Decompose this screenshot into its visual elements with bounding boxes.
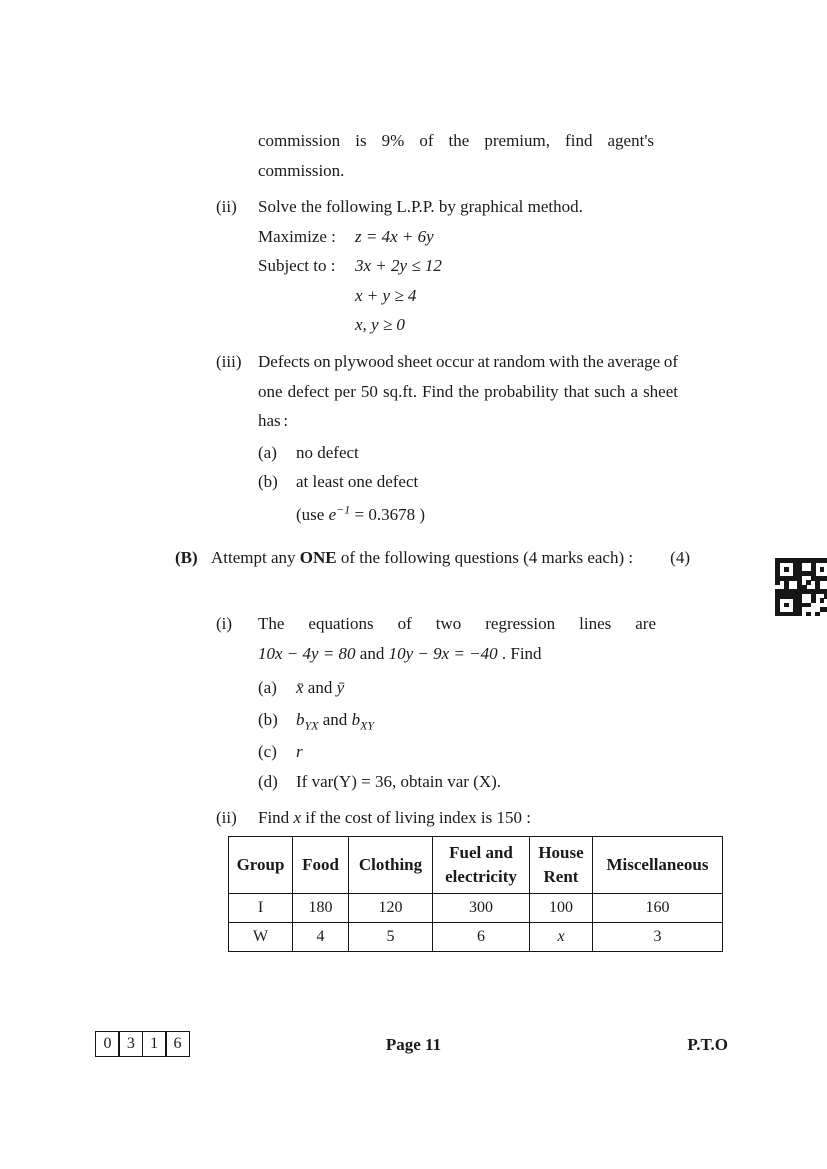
code-digit: 3 <box>118 1031 143 1057</box>
question-cost-index-text <box>258 803 531 833</box>
pto-label: P.T.O <box>687 1035 728 1054</box>
regression-item-d-text: If var(Y) = 36, obtain var (X). <box>296 771 502 791</box>
section-b-text <box>211 543 663 573</box>
regression-item-b <box>258 705 686 735</box>
section-b-marker: (B) <box>175 548 198 567</box>
regression-item-d <box>258 767 686 797</box>
cost-variable-x: x <box>293 808 301 827</box>
table-cell: 120 <box>349 894 433 923</box>
table-header-house-rent: House Rent <box>530 837 593 894</box>
section-b-text-one: ONE <box>299 548 337 567</box>
regression-item-c-text: r <box>296 742 303 761</box>
table-cell-unknown-x: x <box>530 923 593 952</box>
table-header-miscellaneous: Miscellaneous <box>593 837 723 894</box>
regression-eq-2: 10y − 9x = −40 <box>388 643 498 663</box>
subject-to-label: Subject to : <box>258 256 336 275</box>
table-header-group: Group <box>229 837 293 894</box>
b-xy-base: b <box>351 709 361 729</box>
regression-mid: and <box>355 643 389 663</box>
b-xy-subscript: XY <box>360 717 375 732</box>
regression-line-2 <box>258 639 656 669</box>
maximize-expression: z = 4x + 6y <box>355 226 434 246</box>
regression-tail: . Find <box>497 643 542 663</box>
section-b-text-after: of the following questions (4 marks each) : <box>336 548 634 567</box>
b-yx-subscript: YX <box>304 717 319 732</box>
question-regression-marker: (i) <box>216 614 233 633</box>
regression-item-a-marker: (a) <box>258 678 277 697</box>
regression-eq-1: 10x − 4y = 80 <box>258 643 356 663</box>
regression-item-b-and: and <box>318 709 352 729</box>
item-a-marker: (a) <box>258 442 277 462</box>
question-defects-marker: (iii) <box>216 352 242 371</box>
cost-text-after: if the cost of living index is 150 : <box>300 808 531 827</box>
constraint-2: x + y ≥ 4 <box>355 285 417 305</box>
table-cell: 6 <box>433 923 530 952</box>
question-lpp-marker: (ii) <box>216 197 237 216</box>
regression-item-a-and: and <box>303 678 337 697</box>
regression-item-d-marker: (d) <box>258 771 278 791</box>
euler-note-suffix: = 0.3678 ) <box>350 504 425 524</box>
question-lpp <box>216 192 686 340</box>
table-row-index <box>229 894 723 923</box>
qr-code <box>775 558 827 616</box>
b-yx-base: b <box>296 709 305 729</box>
table-row-weight <box>229 923 723 952</box>
table-cell: W <box>229 923 293 952</box>
table-header-food: Food <box>293 837 349 894</box>
table-header-fuel: Fuel and electricity <box>433 837 530 894</box>
question-defects-text: Defects on plywood sheet occur at random with the average of one defect per 50 sq.ft. Find the probability that such a sheet has : <box>258 352 678 430</box>
table-cell: 300 <box>433 894 530 923</box>
section-b-header <box>175 543 690 573</box>
constraint-1: 3x + 2y ≤ 12 <box>355 256 442 275</box>
marks-badge: (4) <box>670 548 690 567</box>
regression-item-c <box>258 737 686 767</box>
question-regression <box>216 609 686 796</box>
regression-item-b-marker: (b) <box>258 709 278 729</box>
table-cell: 100 <box>530 894 593 923</box>
code-digit: 1 <box>142 1031 167 1057</box>
intro-paragraph: commission is 9% of the premium, find agent's commission. <box>258 131 654 180</box>
x-bar: x̄ <box>296 678 304 697</box>
table-header-clothing: Clothing <box>349 837 433 894</box>
table-header-row <box>229 837 723 894</box>
item-a-text: no defect <box>296 442 359 462</box>
maximize-label: Maximize : <box>258 226 336 246</box>
y-bar: ȳ <box>336 678 345 697</box>
euler-base: e <box>328 504 337 524</box>
item-b-marker: (b) <box>258 472 278 491</box>
table-cell: I <box>229 894 293 923</box>
question-cost-index <box>216 803 686 833</box>
code-digit: 0 <box>95 1031 120 1057</box>
euler-note <box>296 500 686 530</box>
regression-item-a <box>258 673 686 703</box>
euler-note-prefix: (use <box>296 504 329 524</box>
regression-item-c-marker: (c) <box>258 742 277 761</box>
page-number: Page 11 <box>385 1035 442 1054</box>
question-cost-index-marker: (ii) <box>216 808 237 827</box>
regression-line-1: The equations of two regression lines are <box>258 614 656 633</box>
table-cell: 3 <box>593 923 723 952</box>
constraint-3: x, y ≥ 0 <box>355 315 405 334</box>
item-b-text: at least one defect <box>296 472 419 491</box>
euler-exponent: −1 <box>336 501 351 516</box>
table-cell: 4 <box>293 923 349 952</box>
question-defects <box>216 347 686 529</box>
table-cell: 180 <box>293 894 349 923</box>
table-cell: 160 <box>593 894 723 923</box>
cost-text-before: Find <box>258 808 294 827</box>
section-b-text-before: Attempt any <box>211 548 300 567</box>
code-digit: 6 <box>165 1031 190 1057</box>
question-lpp-text: Solve the following L.P.P. by graphical method. <box>258 197 583 216</box>
table-cell: 5 <box>349 923 433 952</box>
cost-of-living-table <box>228 836 723 952</box>
